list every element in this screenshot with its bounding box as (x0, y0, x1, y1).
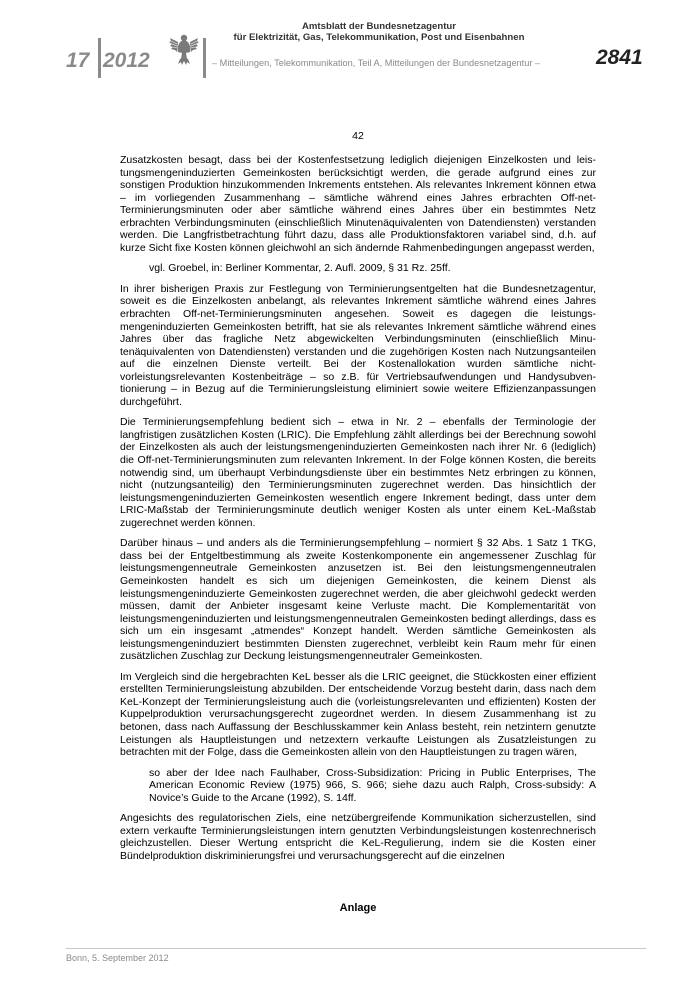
page-number: 2841 (596, 46, 643, 69)
attachment-label: Anlage (339, 902, 377, 914)
issue-number: 17 (66, 49, 90, 72)
gazette-title (206, 21, 552, 43)
issue-year: 2012 (103, 49, 150, 72)
citation: so aber der Idee nach Faulhaber, Cross-Subsidization: Pricing in Public Enterprises, The American Economic Review (1975) 966, S. 966; siehe dazu auch Ralph, Cross-subsidy: A Novice’s Guide to the Arcane (1992), S. 14ff. (149, 766, 596, 804)
gazette-title-line2: für Elektrizität, Gas, Telekommunikation, Post und Eisenbahnen (233, 32, 525, 43)
paragraph: Darüber hinaus – und anders als die Terminierungsempfehlung – normiert § 32 Abs. 1 Satz 1 TKG, dass bei der Entgeltbestimmung als zweite Kostenkomponente ein angemessener Zuschlag für leistungsmengenneutrale Gemeinkosten anzusetzen ist. Bei den leistungsmengenneutralen Gemeinkosten handelt es sich um diejenigen Gemeinkosten, die keinem Dienst als leistungsmengeninduzierte Gemeinkosten zugerechnet werden, die aber gleichwohl gedeckt werden müssen, damit der Anbieter insgesamt keine Verluste macht. Die Komplementarität von leistungsmengeninduzierten und leistungsmengenneutralen Gemeinkosten bedingt allerdings, dass es sich um ein insgesamt „atmendes“ Konzept handelt. Werden sämtliche Gemeinkosten als leistungsmengeninduziert bestimmten Diensten zugerechnet, verbleibt kein Raum mehr für einen zusätzlichen Zuschlag zur Deckung leistungsmengenneutraler Gemeinkosten. (120, 537, 596, 663)
footer-divider (66, 948, 646, 949)
gazette-subtitle: – Mitteilungen, Telekommunikation, Teil A, Mitteilungen der Bundesnetzagentur – (212, 58, 541, 68)
header-divider-2 (203, 38, 206, 78)
federal-eagle-icon (169, 32, 199, 66)
paragraph: Angesichts des regulatorischen Ziels, eine netzübergreifende Kommunikation sicherzustellen, sind extern verkaufte Terminierungsleistungen intern genutzten Verbindungsleistungen kostenrechnerisch gleichzustellen. Dieser Wertung entspricht die KeL-Regulierung, indem sie die Kosten einer Bündelproduktion diskriminierungsfrei und verursachungsgerecht auf die einzelnen (120, 812, 596, 862)
header-divider (98, 38, 101, 78)
inner-page-number: 42 (352, 130, 364, 142)
paragraph: Die Terminierungsempfehlung bedient sich – etwa in Nr. 2 – ebenfalls der Terminologie der langfristigen zusätzlichen Kosten (LRIC). Die Empfehlung zählt allerdings bei der Berechnung sowohl der Einzelkosten als auch der leistungsmengeninduzierten Gemeinkosten nach ihrer Nr. 6 (lediglich) die Off-net-Terminierungsminuten zum relevanten Inkrement. In der Folge können Kosten, die bereits notwendig sind, um überhaupt Verbindungsdienste über ein bestimmtes Netz erbringen zu können, nicht (nutzungsanteilig) den Terminierungsminuten zugerechnet werden. Das hinsichtlich der leistungsmengeninduzierten Gemeinkosten wesentlich engere Inkrement bedingt, dass unter dem LRIC-Maßstab der Terminierungsminute deutlich weniger Kosten als unter einem KeL-Maßstab zugerechnet werden können. (120, 416, 596, 529)
gazette-title-line1: Amtsblatt der Bundesnetzagentur (301, 21, 457, 32)
footer-place-date: Bonn, 5. September 2012 (66, 953, 169, 963)
paragraph: Zusatzkosten besagt, dass bei der Kostenfestsetzung lediglich diejenigen Einzelkosten und leistungsmengeninduzierten Gemeinkosten berücksichtigt werden, die gerade aufgrund eines zur sonstigen Produktion hinzukommenden Inkrements entstehen. Als relevantes Inkrement können etwa – im vorliegenden Zusammenhang – sämtliche während eines Jahres erbrachten Off-net-Terminierungsminuten oder aber sämtliche während eines Jahres über ein bestimmtes Netz erbrachten Verbindungsminuten (einschließlich Minutenäquivalenten von Datendiensten) verstanden werden. Die Langfristbetrachtung führt dazu, dass alle Produktionsfaktoren variabel sind, d.h. auf kurze Sicht fixe Kosten können gleichwohl an sich ändernde Rahmenbedingungen angepasst werden, (120, 154, 596, 254)
document-body (120, 154, 596, 870)
citation: vgl. Groebel, in: Berliner Kommentar, 2. Aufl. 2009, § 31 Rz. 25ff. (149, 262, 451, 275)
paragraph: Im Vergleich sind die hergebrachten KeL besser als die LRIC geeignet, die Stückkosten einer effizient erstellten Terminierungsleistung abzubilden. Der entscheidende Vorzug besteht darin, dass nach dem KeL-Konzept der Terminierungsleistung auch die (vorleistungsrelevanten und effizienten) Kosten der Kuppelproduktion verursachungsgerecht zugeordnet werden. In diesem Zusammenhang ist zu betonen, dass nach Auffassung der Beschlusskammer kein Anlass besteht, rein netzintern genutzte Leistungen als Hauptleistungen und netzextern verkaufte Leistungen als Zusatzleistungen zu betrachten mit der Folge, dass die Gemeinkosten allein von den Hauptleistungen zu tragen wären, (120, 670, 596, 759)
paragraph: In ihrer bisherigen Praxis zur Festlegung von Terminierungsentgelten hat die Bundesnetzagentur, soweit es die Einzelkosten anbelangt, als relevantes Inkrement sämtliche während eines Jahres erbrachten Off-net-Terminierungsminuten angesehen. Soweit es dagegen die leistungsmengeninduzierten Gemeinkosten betrifft, hat sie als relevantes Inkrement sämtliche während eines Jahres über das fragliche Netz abgewickelten Verbindungsminuten (einschließlich Minutenäquivalenten von Datendiensten) verstanden und die zugehörigen Kosten nach Nutzungsanteilen auf die einzelnen Dienste verteilt. Bei der Kostenallokation wurden sämtliche nicht-vorleistungsrelevanten Kostenbeiträge – so z.B. für Vertriebsaufwendungen und Handysubventionierung – in Bezug auf die Terminierungsleistung eliminiert sowie weitere Effizienzanpassungen durchgeführt. (120, 282, 596, 408)
